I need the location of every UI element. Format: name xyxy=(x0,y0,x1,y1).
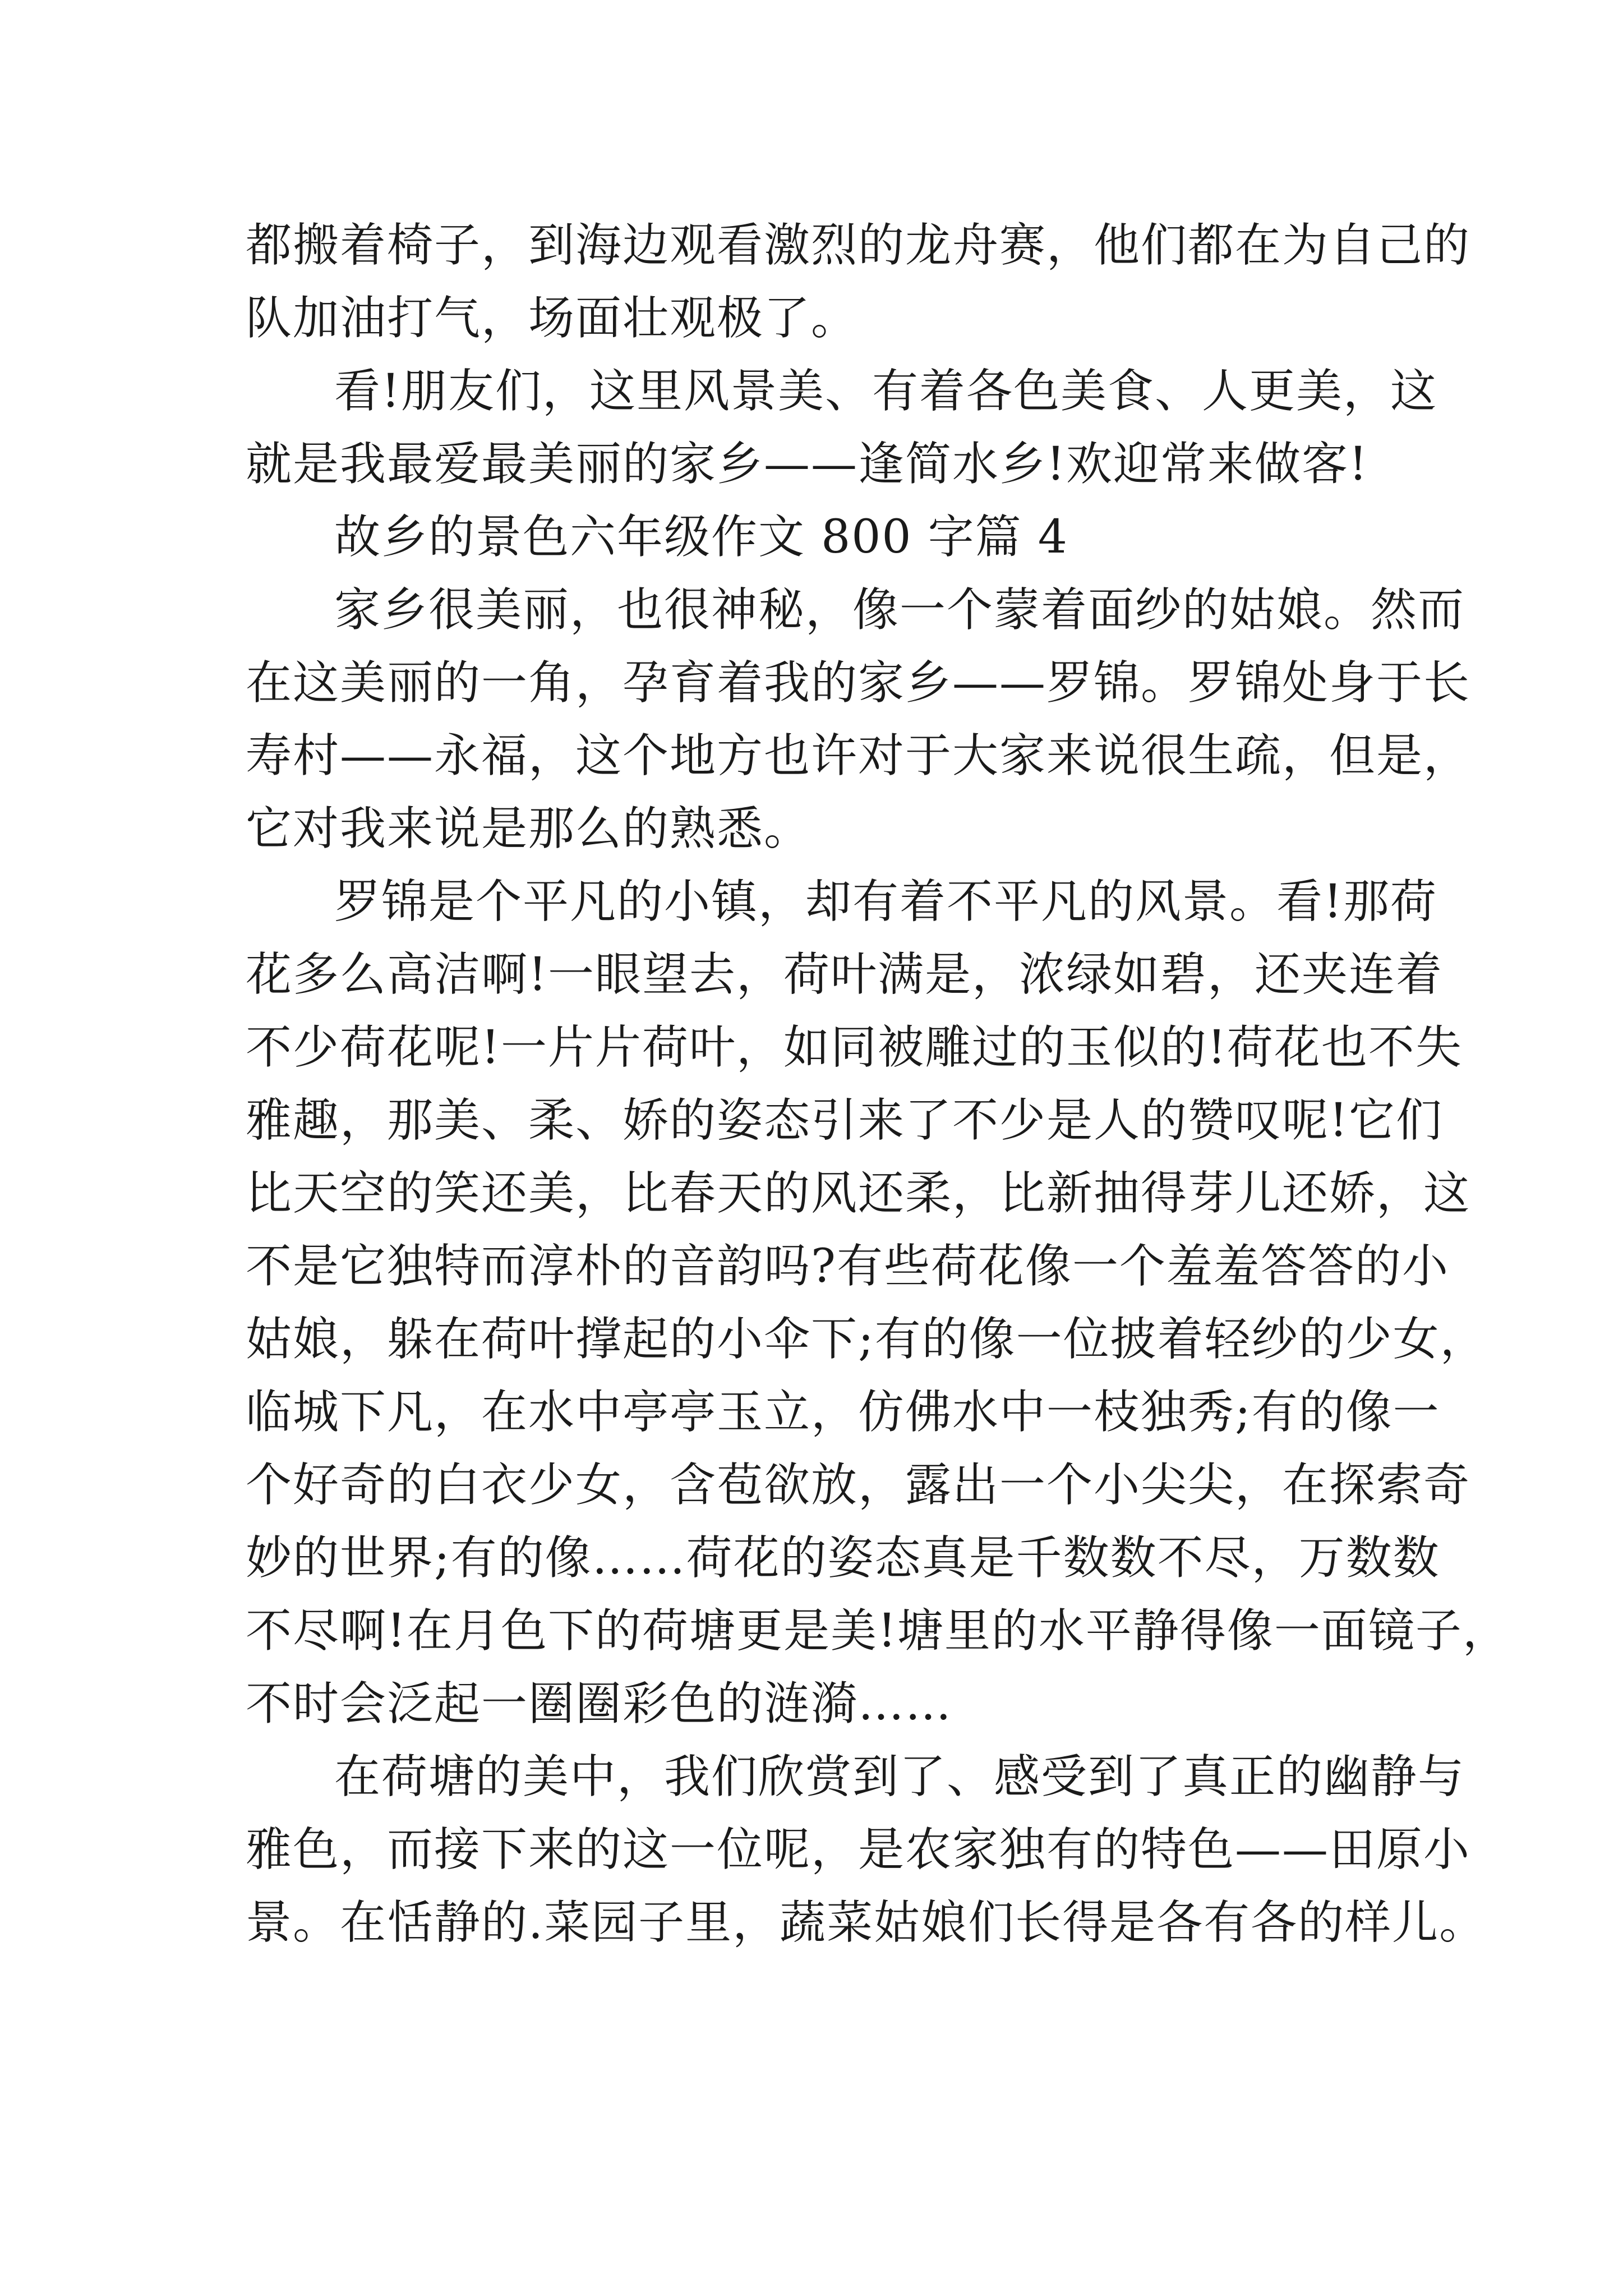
text-line: 寿村——永福，这个地方也许对于大家来说很生疏，但是， xyxy=(246,729,1471,783)
text-line: 看!朋友们，这里风景美、有着各色美食、人更美，这 xyxy=(334,365,1437,418)
text-line: 妙的世界;有的像……荷花的姿态真是千数数不尽，万数数 xyxy=(246,1531,1440,1585)
text-line: 罗锦是个平凡的小镇，却有着不平凡的风景。看!那荷 xyxy=(334,875,1437,928)
text-line: 临城下凡，在水中亭亭玉立，仿佛水中一枝独秀;有的像一 xyxy=(246,1386,1440,1439)
text-line: 不尽啊!在月色下的荷塘更是美!塘里的水平静得像一面镜子， xyxy=(246,1604,1510,1658)
text-line: 比天空的笑还美，比春天的风还柔，比新抽得芽儿还娇，这 xyxy=(246,1167,1471,1220)
text-line: 雅色，而接下来的这一位呢，是农家独有的特色——田原小 xyxy=(246,1823,1471,1876)
text-line: 花多么高洁啊!一眼望去，荷叶满是，浓绿如碧，还夹连着 xyxy=(246,948,1443,1001)
text-line: 不是它独特而淳朴的音韵吗?有些荷花像一个羞羞答答的小 xyxy=(246,1240,1449,1293)
text-line: 队加油打气，场面壮观极了。 xyxy=(246,292,859,345)
text-line: 雅趣，那美、柔、娇的姿态引来了不少是人的赞叹呢!它们 xyxy=(246,1094,1443,1147)
section-heading: 故乡的景色六年级作文 800 字篇 4 xyxy=(334,510,1068,564)
text-line: 不时会泛起一圈圈彩色的涟漪…… xyxy=(246,1677,953,1731)
text-line: 在荷塘的美中，我们欣赏到了、感受到了真正的幽静与 xyxy=(334,1750,1465,1803)
text-line: 景。在恬静的.菜园子里，蔬菜姑娘们长得是各有各的样儿。 xyxy=(246,1896,1487,1949)
text-line: 它对我来说是那么的熟悉。 xyxy=(246,802,811,855)
text-line: 都搬着椅子，到海边观看激烈的龙舟赛，他们都在为自己的 xyxy=(246,219,1471,272)
text-line: 姑娘，躲在荷叶撑起的小伞下;有的像一位披着轻纱的少女， xyxy=(246,1313,1487,1366)
text-line: 不少荷花呢!一片片荷叶，如同被雕过的玉似的!荷花也不失 xyxy=(246,1021,1463,1074)
text-line: 就是我最爱最美丽的家乡——逢简水乡!欢迎常来做客! xyxy=(246,438,1368,491)
text-line: 家乡很美丽，也很神秘，像一个蒙着面纱的姑娘。然而 xyxy=(334,583,1465,637)
text-line: 在这美丽的一角，孕育着我的家乡——罗锦。罗锦处身于长 xyxy=(246,656,1471,710)
text-line: 个好奇的白衣少女，含苞欲放，露出一个小尖尖，在探索奇 xyxy=(246,1458,1471,1512)
